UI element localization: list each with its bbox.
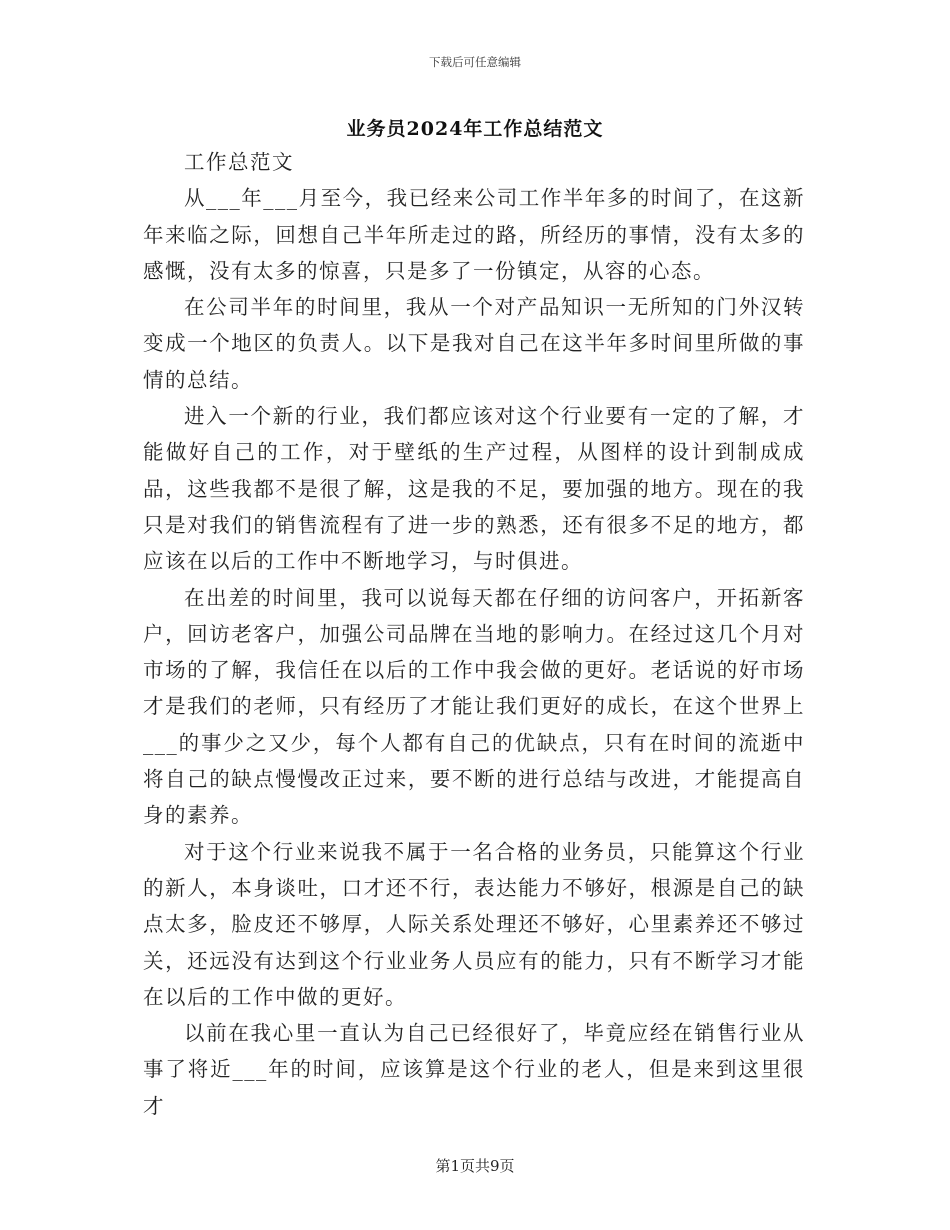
paragraph: 从___年___月至今，我已经来公司工作半年多的时间了，在这新年来临之际，回想自己半年所走过的路，所经历的事情，没有太多的感慨，没有太多的惊喜，只是多了一份镇定，从容的心态。 — [143, 186, 805, 283]
paragraph: 对于这个行业来说我不属于一名合格的业务员，只能算这个行业的新人，本身谈吐，口才还不行，表达能力不够好，根源是自己的缺点太多，脸皮还不够厚，人际关系处理还不够好，心里素养还不够过关，还远没有达到这个行业业务人员应有的能力，只有不断学习才能在以后的工作中做的更好。 — [143, 839, 805, 1009]
page-indicator: 第1页共9页 — [435, 1157, 515, 1175]
header-note: 下载后可任意编辑 — [429, 55, 521, 69]
document-body — [143, 144, 805, 1124]
paragraph-subtitle: 工作总范文 — [184, 150, 294, 174]
paragraph: 以前在我心里一直认为自己已经很好了，毕竟应经在销售行业从事了将近___年的时间，应该算是这个行业的老人，但是来到这里很才 — [143, 1021, 805, 1118]
document-title: 业务员2024年工作总结范文 — [346, 118, 604, 140]
paragraph: 在公司半年的时间里，我从一个对产品知识一无所知的门外汉转变成一个地区的负责人。以下是我对自己在这半年多时间里所做的事情的总结。 — [143, 295, 805, 392]
paragraph: 进入一个新的行业，我们都应该对这个行业要有一定的了解，才能做好自己的工作，对于壁纸的生产过程，从图样的设计到制成成品，这些我都不是很了解，这是我的不足，要加强的地方。现在的我只是对我们的销售流程有了进一步的熟悉，还有很多不足的地方，都应该在以后的工作中不断地学习，与时俱进。 — [143, 404, 805, 574]
paragraph: 在出差的时间里，我可以说每天都在仔细的访问客户，开拓新客户，回访老客户，加强公司品牌在当地的影响力。在经过这几个月对市场的了解，我信任在以后的工作中我会做的更好。老话说的好市场才是我们的老师，只有经历了才能让我们更好的成长，在这个世界上___的事少之又少，每个人都有自己的优缺点，只有在时间的流逝中将自己的缺点慢慢改正过来，要不断的进行总结与改进，才能提高自身的素养。 — [143, 585, 805, 828]
